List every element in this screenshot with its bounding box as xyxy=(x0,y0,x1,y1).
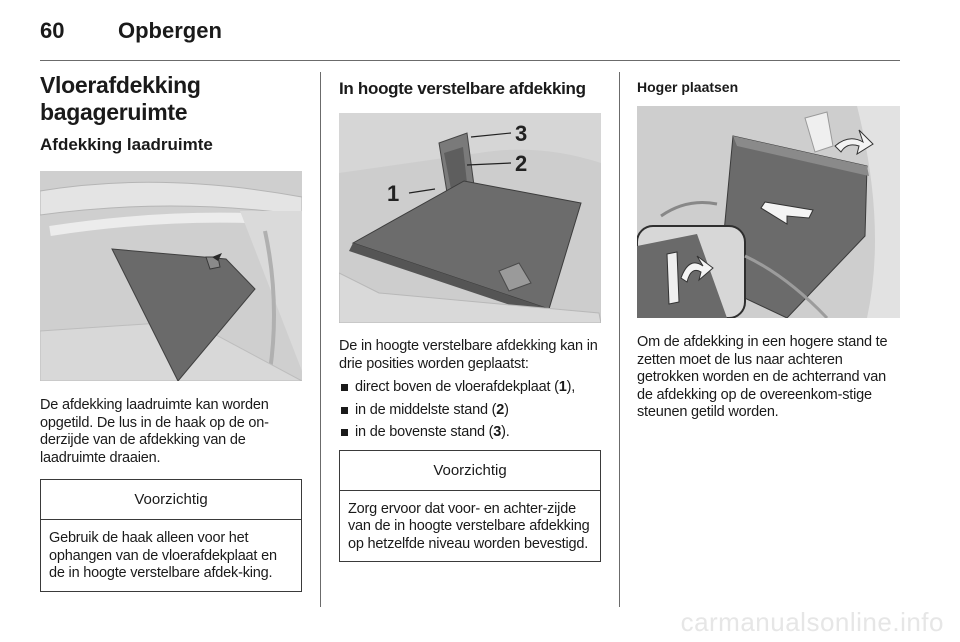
section-title: Opbergen xyxy=(118,18,222,43)
section-heading-raise: Hoger plaatsen xyxy=(637,79,739,95)
warning-text: Gebruik de haak alleen voor het ophangen van de vloerafdekplaat en de in hoogte verstelbare afdek-king. xyxy=(49,530,277,581)
list-item: in de middelste stand (2) xyxy=(339,402,601,420)
callout-3: 3 xyxy=(515,121,528,146)
load-cover-illustration xyxy=(40,171,302,381)
adjustable-cover-intro: De in hoogte verstelbare afdekking kan in drie posities worden geplaatst: xyxy=(339,338,598,372)
watermark: carmanualsonline.info xyxy=(680,607,944,637)
page-number: 60 xyxy=(40,18,65,43)
column-divider-1 xyxy=(320,72,321,607)
figure-load-cover xyxy=(40,171,302,381)
adjustable-cover-illustration xyxy=(339,113,601,323)
warning-box-1 xyxy=(40,479,302,592)
warning-text: Zorg ervoor dat voor- en achter-zijde van de in hoogte verstelbare afdekking op hetzelfde niveau worden bevestigd. xyxy=(348,500,590,552)
warning-heading: Voorzichtig xyxy=(340,451,600,491)
positions-list xyxy=(339,379,601,442)
column-divider-2 xyxy=(619,72,620,607)
bullet-icon xyxy=(341,407,348,414)
header-rule xyxy=(40,60,900,61)
load-cover-text: De afdekking laadruimte kan worden opgetild. De lus in de haak op de on-derzijde van de afdekking van de laadruimte draaien. xyxy=(40,397,269,466)
warning-heading: Voorzichtig xyxy=(41,480,301,520)
column-1 xyxy=(40,72,302,592)
raise-cover-illustration xyxy=(637,106,900,318)
list-item: in de bovenste stand (3). xyxy=(339,424,601,442)
figure-raise-cover xyxy=(637,106,900,318)
bullet-icon xyxy=(341,384,348,391)
callout-2: 2 xyxy=(515,151,528,176)
callout-1: 1 xyxy=(387,181,400,206)
section-heading-adjustable-cover: In hoogte verstelbare afdekking xyxy=(339,79,586,98)
list-item: direct boven de vloerafdekplaat (1), xyxy=(339,379,601,397)
page-title: Vloerafdekking bagageruimte xyxy=(40,72,201,125)
column-3 xyxy=(637,72,900,422)
column-2 xyxy=(339,72,601,562)
warning-box-2 xyxy=(339,450,601,563)
subsection-title: Afdekking laadruimte xyxy=(40,135,213,154)
bullet-icon xyxy=(341,429,348,436)
raise-cover-text: Om de afdekking in een hogere stand te zetten moet de lus naar achteren getrokken worden en de achterrand van de afdekking op de overeenkom-stige steunen getild worden. xyxy=(637,334,888,420)
figure-adjustable-cover xyxy=(339,113,601,323)
